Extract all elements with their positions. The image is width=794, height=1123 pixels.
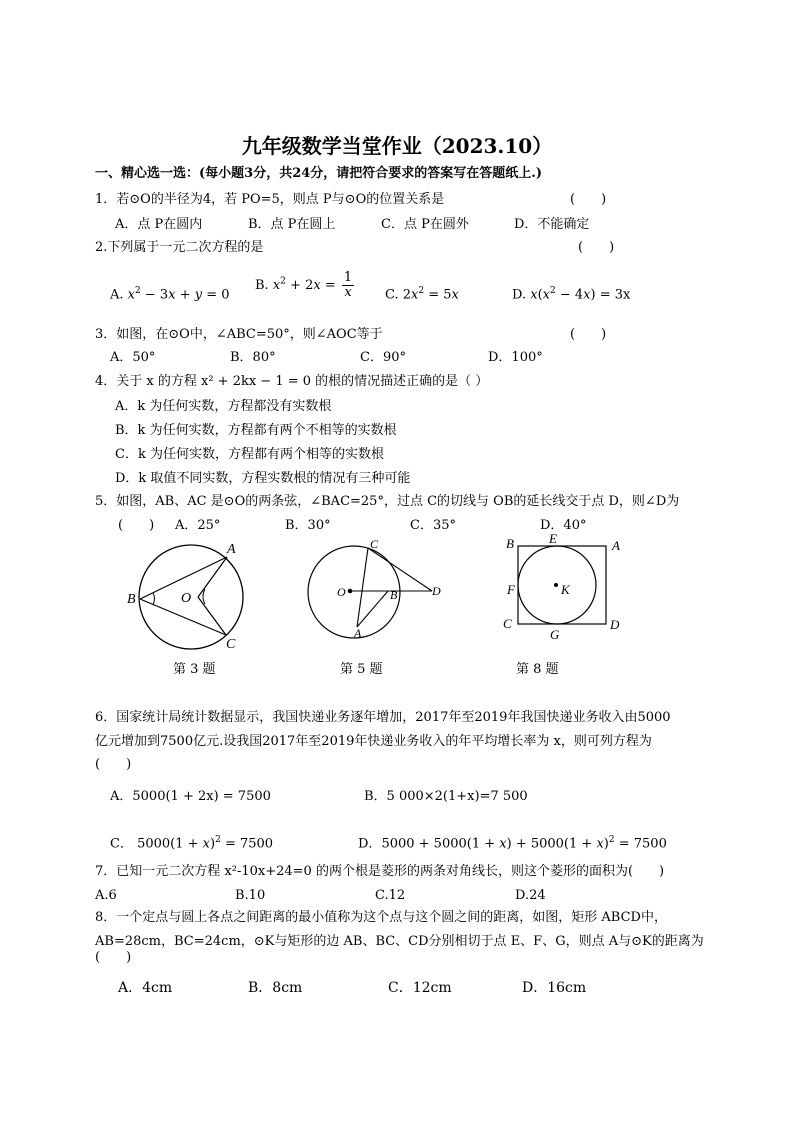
q2-option-b-label: B. bbox=[255, 278, 269, 293]
q5-answer-paren: ( ) bbox=[118, 518, 155, 533]
section-heading: 一、精心选一选：(每小题3分，共24分，请把符合要求的答案写在答题纸上.) bbox=[95, 166, 542, 181]
fig8-label-f: F bbox=[507, 582, 515, 597]
q3-stem: 3．如图，在⊙O中，∠ABC=50°，则∠AOC等于 bbox=[95, 327, 383, 342]
q7-option-a: A.6 bbox=[95, 888, 117, 903]
q2-option-c-label: C. bbox=[385, 287, 399, 303]
figure-5-caption: 第 5 题 bbox=[340, 662, 383, 677]
q7-option-c: C.12 bbox=[375, 888, 406, 903]
q8-option-d: D．16cm bbox=[522, 980, 587, 996]
q7-option-b: B.10 bbox=[235, 888, 266, 903]
q5-option-c: C．35° bbox=[410, 518, 456, 533]
q4-option-b: B．k 为任何实数，方程都有两个不相等的实数根 bbox=[115, 423, 397, 438]
q1-answer-paren: ( ) bbox=[570, 192, 607, 207]
fig3-label-b: B bbox=[127, 592, 136, 607]
q4-stem: 4．关于 x 的方程 x² + 2kx − 1 = 0 的根的情况描述正确的是（ ） bbox=[95, 374, 489, 389]
q5-option-a: A．25° bbox=[175, 518, 221, 533]
q8-option-a: A．4cm bbox=[118, 980, 173, 996]
fig3-label-c: C bbox=[226, 637, 236, 652]
fig5-center-dot bbox=[348, 589, 353, 594]
q6-option-b: B．5 000×2(1+x)=7 500 bbox=[364, 789, 528, 804]
fig5-label-b: B bbox=[390, 588, 398, 602]
q3-option-c: C．90° bbox=[360, 350, 406, 365]
q5-stem: 5．如图，AB、AC 是⊙O的两条弦，∠BAC=25°，过点 C的切线与 OB的延长线交于点 D，则∠D为 bbox=[95, 494, 680, 509]
fig8-label-g: G bbox=[550, 627, 560, 642]
fig3-radius-oa bbox=[198, 557, 227, 597]
fig8-label-k: K bbox=[561, 582, 570, 597]
q5-option-b: B．30° bbox=[285, 518, 331, 533]
q6-option-c-label: C． bbox=[110, 836, 133, 852]
q3-option-b: B．80° bbox=[230, 350, 276, 365]
figure-3-diagram bbox=[125, 535, 255, 655]
fig5-label-a: A bbox=[354, 626, 362, 640]
fig8-label-b: B bbox=[506, 536, 514, 551]
figure-8-diagram bbox=[500, 530, 635, 645]
q5-option-d: D．40° bbox=[540, 518, 587, 533]
q4-option-d: D．k 取值不同实数，方程实数根的情况有三种可能 bbox=[115, 471, 411, 486]
q6-option-c: C． $5000(1 + x)^2 = 7500$ bbox=[110, 835, 274, 852]
q2-option-c: C. $2x^2 = 5x$ bbox=[385, 286, 459, 303]
q2-option-a-label: A. bbox=[110, 287, 124, 303]
q2-option-d-label: D. bbox=[512, 287, 527, 303]
q2-answer-paren: ( ) bbox=[578, 240, 615, 255]
q6-stem-line2: 亿元增加到7500亿元.设我国2017年至2019年快递业务收入的年平均增长率为 x，则可列方程为 bbox=[95, 734, 652, 749]
q7-stem: 7．已知一元二次方程 x²-10x+24=0 的两个根是菱形的两条对角线长，则这个菱形的面积为( ) bbox=[95, 864, 665, 879]
q1-option-d: D．不能确定 bbox=[514, 217, 590, 232]
fig8-center-dot bbox=[554, 583, 558, 587]
q8-option-b: B．8cm bbox=[248, 980, 303, 996]
q6-stem-line1: 6．国家统计局统计数据显示，我国快递业务逐年增加，2017年至2019年我国快递业务收入由5000 bbox=[95, 710, 671, 725]
q4-option-a: A．k 为任何实数，方程都没有实数根 bbox=[115, 399, 332, 414]
q8-stem-line2: AB=28cm，BC=24cm，⊙K与矩形的边 AB、BC、CD分别相切于点 E、F、G，则点 A与⊙K的距离为 bbox=[95, 934, 704, 949]
q3-answer-paren: ( ) bbox=[570, 327, 607, 342]
fig5-chord-ac bbox=[357, 548, 368, 627]
q1-option-c: C．点 P在圆外 bbox=[381, 217, 469, 232]
q2-stem: 2.下列属于一元二次方程的是 bbox=[95, 240, 264, 255]
q2-option-a: A. $x^2 - 3x + y = 0$ bbox=[110, 286, 230, 303]
fig5-label-d: D bbox=[432, 584, 441, 598]
q7-option-d: D.24 bbox=[515, 888, 546, 903]
q6-option-d: D．$5000 + 5000(1 + x) + 5000(1 + x)^2 = 7500$ bbox=[358, 835, 667, 852]
fig3-label-o: O bbox=[181, 591, 192, 606]
fig5-label-o: O bbox=[337, 585, 346, 599]
fig8-label-d: D bbox=[610, 617, 620, 632]
q8-answer-paren: ( ) bbox=[95, 950, 132, 965]
fig3-angle-b-arc bbox=[153, 593, 155, 605]
page-title: 九年级数学当堂作业（2023.10） bbox=[241, 134, 553, 158]
q8-stem-line1: 8．一个定点与圆上各点之间距离的最小值称为这个点与这个圆之间的距离，如图，矩形 ABCD中， bbox=[95, 910, 667, 925]
q6-option-d-label: D． bbox=[358, 836, 382, 852]
figure-5-diagram bbox=[300, 537, 450, 647]
q4-option-c: C．k 为任何实数，方程都有两个相等的实数根 bbox=[115, 447, 384, 462]
fig5-label-c: C bbox=[370, 537, 379, 551]
figure-8-caption: 第 8 题 bbox=[516, 662, 559, 677]
q3-option-a: A．50° bbox=[110, 350, 156, 365]
fig3-label-a: A bbox=[227, 542, 236, 557]
q6-option-a: A．5000(1 + 2x) = 7500 bbox=[110, 789, 271, 804]
fig8-label-a: A bbox=[612, 538, 620, 553]
figure-3-caption: 第 3 题 bbox=[173, 662, 216, 677]
q8-option-c: C．12cm bbox=[388, 980, 452, 996]
q2-option-b: B. $x^2 + 2x$ = $\frac{1}{x}$ bbox=[255, 270, 353, 300]
fig8-label-e: E bbox=[549, 531, 557, 546]
q3-option-d: D．100° bbox=[488, 350, 543, 365]
fig3-angle-o-arc bbox=[203, 589, 205, 604]
q2-option-d: D. $x(x^2 - 4x) = 3x$ bbox=[512, 286, 631, 303]
q1-option-b: B．点 P在圆上 bbox=[248, 217, 336, 232]
q1-option-a: A．点 P在圆内 bbox=[115, 217, 203, 232]
q6-answer-paren: ( ) bbox=[95, 757, 132, 772]
q1-stem: 1．若⊙O的半径为4，若 PO=5，则点 P与⊙O的位置关系是 bbox=[95, 192, 445, 207]
fig8-label-c: C bbox=[503, 616, 512, 631]
